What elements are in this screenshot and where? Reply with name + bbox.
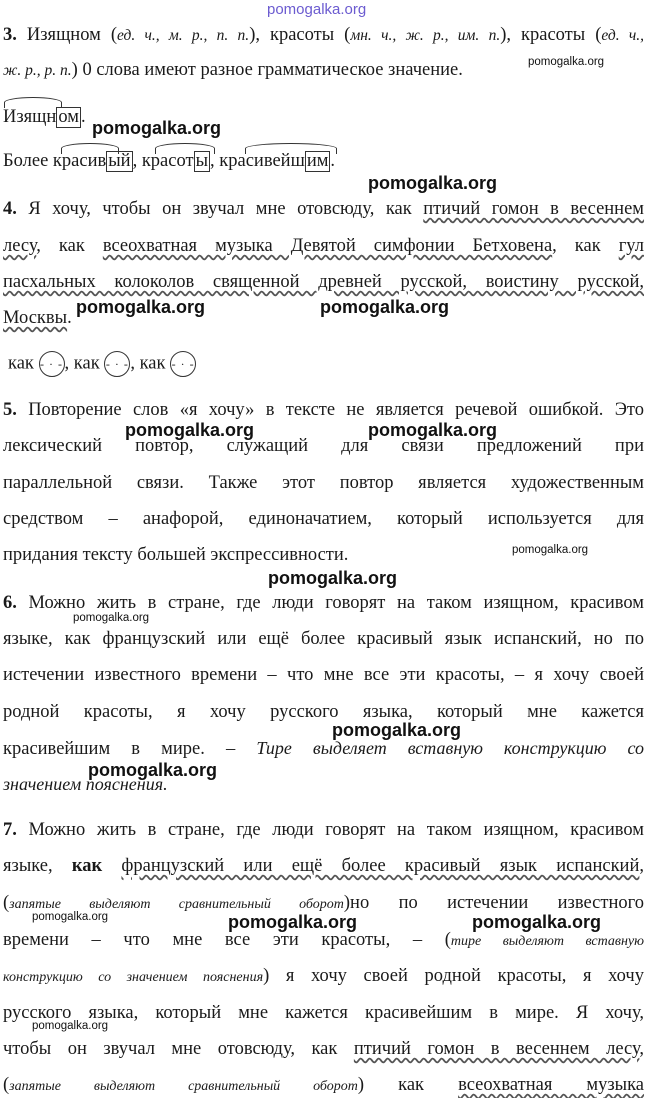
s4-line-1: 4. Я хочу, чтобы он звучал мне отовсюду, как птичий гомон в весеннем [3,199,645,219]
watermark: pomogalka.org [268,568,398,588]
clause-circle: - · - [170,351,196,377]
s3-morpheme-line-2: Более красив ый , красот ы , красивейш им . [3,151,336,171]
watermark: pomogalka.org [320,297,450,317]
s7-line-5: конструкцию со значением пояснения) я хочу своей родной красоты, я хочу [3,966,644,986]
watermark: pomogalka.org [528,56,605,68]
s5-number: 5. [3,400,17,420]
ending-box: им [306,151,329,171]
s3-number: 3. [3,25,17,45]
s5-line-1: 5. Повторение слов «я хочу» в тексте не является речевой ошибкой. Это [3,400,644,420]
watermark: pomogalka.org [472,912,602,932]
s5-line-5: придания тексту большей экспрессивности. [3,545,349,565]
clause-circle: - · - [39,351,65,377]
s6-line-4: родной красоты, я хочу русского языка, который мне кажется [3,702,644,722]
watermark: pomogalka.org [228,912,358,932]
s4-schema: как - · -, как - · -, как - · - [8,351,647,377]
s7-line-8: (запятые выделяют сравнительный оборот) как всеохватная музыка [3,1075,645,1095]
s6-line-6: значением пояснения. [3,774,168,794]
s4-line-4: Москвы. [3,308,72,328]
watermark: pomogalka.org [368,173,498,193]
s4-number: 4. [3,199,17,219]
s4-line-2: лесу, как всеохватная музыка Девятой симфонии Бетховена, как гул [3,236,644,256]
ending-box: ом [58,107,79,127]
s7-line-3: (запятые выделяют сравнительный оборот)но по истечении известного [3,893,644,913]
s5-line-4: средством – анафорой, единоначатием, который используется для [3,509,644,529]
watermark: pomogalka.org [512,544,589,556]
s7-line-4: времени – что мне все эти красоты, – (тире выделяют вставную [3,930,645,950]
s7-line-6: русского языка, который мне кажется красивейшим в мире. Я хочу, [3,1003,644,1023]
s5-line-2: лексический повтор, служащий для связи предложений при [3,436,644,456]
watermark: pomogalka.org [92,118,222,138]
watermark: pomogalka.org [76,297,206,317]
s6-line-2: языке, как французский или ещё более красивый язык испанский, но по [3,629,644,649]
s5-line-3: параллельной связи. Также этот повтор является художественным [3,473,644,493]
watermark: pomogalka.org [32,911,109,923]
header-watermark: pomogalka.org [267,1,367,18]
s6-line-1: 6. Можно жить в стране, где люди говорят на таком изящном, красивом [3,593,644,613]
s3-morpheme-line-1: Изящн ом . [3,107,86,127]
s7-line-1: 7. Можно жить в стране, где люди говорят на таком изящном, красивом [3,820,644,840]
s3-line-2: ж. р., р. п.) 0 слова имеют разное грамматическое значение. [3,60,463,80]
clause-circle: - · - [104,351,130,377]
s4-line-3: пасхальных колоколов священной древней русской, воистину русской, [3,272,644,292]
ending-box: ы [195,151,209,171]
s6-line-5: красивейшим в мире. – Тире выделяет вставную конструкцию со [3,738,644,759]
watermark: pomogalka.org [32,1020,109,1032]
s6-line-3: истечении известного времени – что мне все эти красоты, – я хочу своей [3,665,644,685]
s3-line-1: 3. Изящном (ед. ч., м. р., п. п.), красоты (мн. ч., ж. р., им. п.), красоты (ед. ч., [3,25,644,45]
watermark: pomogalka.org [125,420,255,440]
s6-number: 6. [3,593,17,613]
ending-box: ый [108,151,131,171]
watermark: pomogalka.org [332,720,462,740]
s7-line-7: чтобы он звучал мне отовсюду, как птичий гомон в весеннем лесу, [3,1039,644,1059]
watermark: pomogalka.org [73,612,150,624]
watermark: pomogalka.org [88,760,218,780]
s7-number: 7. [3,820,17,840]
s7-line-2: языке, как французский или ещё более красивый язык испанский, [3,856,644,876]
watermark: pomogalka.org [368,420,498,440]
